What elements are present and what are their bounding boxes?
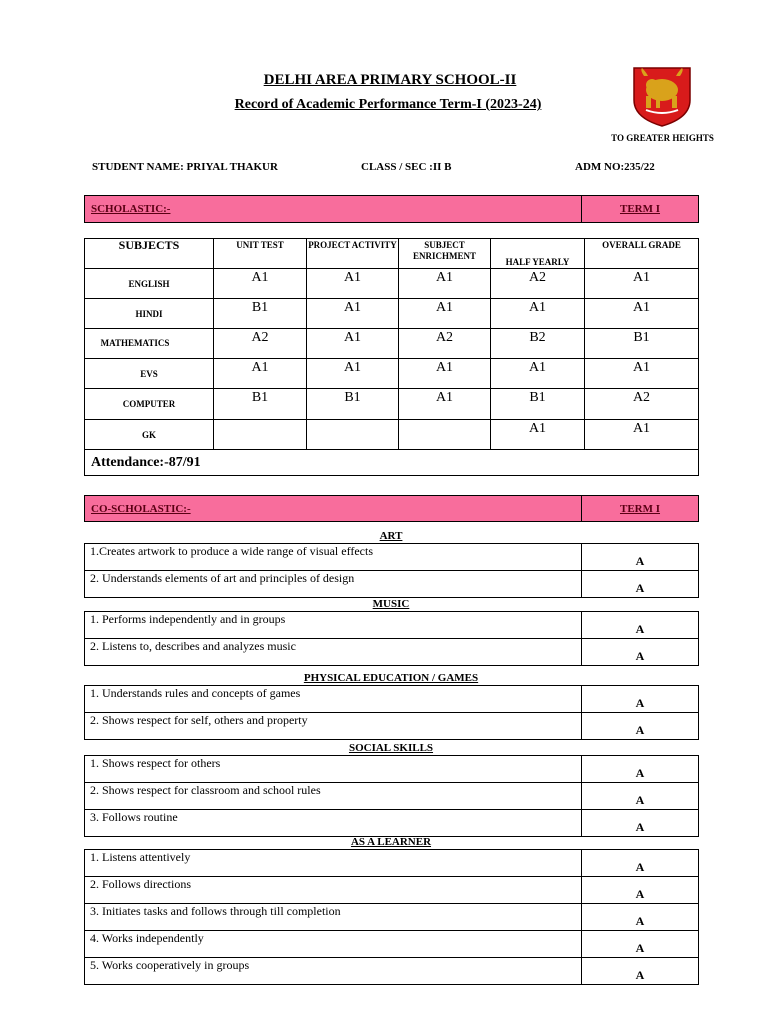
skill-description: 2. Shows respect for classroom and school rules [85, 783, 582, 810]
subject-name: ENGLISH [85, 269, 214, 299]
grade-cell: A1 [307, 299, 399, 329]
skill-description: 2. Follows directions [85, 877, 582, 904]
col-overall-grade: OVERALL GRADE [585, 239, 699, 269]
subject-name: COMPUTER [85, 389, 214, 420]
col-half-yearly: HALF YEARLY [491, 239, 585, 269]
grade-cell: A1 [585, 269, 699, 299]
marks-row-evs [85, 359, 699, 389]
grade-cell: A1 [307, 269, 399, 299]
skill-grade: A [582, 904, 699, 931]
skill-grade: A [582, 686, 699, 713]
scholastic-term: TERM I [582, 196, 699, 223]
grade-cell: A1 [491, 359, 585, 389]
col-subject-enrichment: SUBJECT ENRICHMENT [399, 239, 491, 269]
subject-name: GK [85, 420, 214, 450]
co-scholastic-term: TERM I [582, 496, 699, 522]
skill-grade: A [582, 958, 699, 985]
skill-row [85, 686, 699, 713]
skill-description: 4. Works independently [85, 931, 582, 958]
skill-description: 1. Shows respect for others [85, 756, 582, 783]
grade-cell: B1 [307, 389, 399, 420]
grade-cell: A2 [491, 269, 585, 299]
grade-cell: A1 [307, 329, 399, 359]
student-name: STUDENT NAME: PRIYAL THAKUR [92, 161, 278, 173]
skill-row [85, 958, 699, 985]
music-table [84, 611, 699, 666]
skill-row [85, 904, 699, 931]
grade-cell: A1 [214, 269, 307, 299]
skill-grade: A [582, 612, 699, 639]
category-music: MUSIC [372, 598, 410, 610]
co-scholastic-band [84, 495, 699, 522]
skill-description: 1. Understands rules and concepts of games [85, 686, 582, 713]
skill-row [85, 612, 699, 639]
school-motto: TO GREATER HEIGHTS [611, 133, 714, 143]
grade-cell: A1 [399, 359, 491, 389]
skill-description: 2. Shows respect for self, others and property [85, 713, 582, 740]
grade-cell [214, 420, 307, 450]
marks-header-row [85, 239, 699, 269]
skill-description: 2. Listens to, describes and analyzes music [85, 639, 582, 666]
skill-grade: A [582, 810, 699, 837]
skill-description: 3. Initiates tasks and follows through till completion [85, 904, 582, 931]
subject-name: EVS [85, 359, 214, 389]
grade-cell: A2 [585, 389, 699, 420]
skill-row [85, 544, 699, 571]
grade-cell: A1 [491, 299, 585, 329]
skill-grade: A [582, 571, 699, 598]
grade-cell: A1 [585, 359, 699, 389]
skill-description: 1. Performs independently and in groups [85, 612, 582, 639]
grade-cell: B1 [491, 389, 585, 420]
skill-row [85, 931, 699, 958]
school-crest-logo [632, 66, 692, 128]
skill-row [85, 850, 699, 877]
attendance-row [85, 450, 699, 476]
skill-grade: A [582, 756, 699, 783]
grade-cell: A1 [399, 269, 491, 299]
marks-row-computer [85, 389, 699, 420]
category-as-a-learner: AS A LEARNER [350, 836, 432, 848]
school-name: DELHI AREA PRIMARY SCHOOL-II [263, 72, 517, 88]
skill-grade: A [582, 931, 699, 958]
co-scholastic-label: CO-SCHOLASTIC:- [85, 496, 582, 522]
skill-grade: A [582, 639, 699, 666]
scholastic-label: SCHOLASTIC:- [85, 196, 582, 223]
skill-description: 1.Creates artwork to produce a wide range of visual effects [85, 544, 582, 571]
grade-cell: B1 [214, 389, 307, 420]
grade-cell: A1 [307, 359, 399, 389]
category-physical-education: PHYSICAL EDUCATION / GAMES [303, 672, 479, 684]
social-skills-table [84, 755, 699, 837]
grade-cell: B1 [214, 299, 307, 329]
skill-grade: A [582, 783, 699, 810]
skill-row [85, 639, 699, 666]
scholastic-band [84, 195, 699, 223]
skill-row [85, 571, 699, 598]
class-section: CLASS / SEC :II B [361, 161, 452, 173]
col-project-activity: PROJECT ACTIVITY [307, 239, 399, 269]
grade-cell: A1 [585, 420, 699, 450]
skill-row [85, 783, 699, 810]
grade-cell [399, 420, 491, 450]
skill-description: 1. Listens attentively [85, 850, 582, 877]
record-title: Record of Academic Performance Term-I (2023-24) [234, 97, 542, 112]
skill-grade: A [582, 850, 699, 877]
skill-description: 2. Understands elements of art and principles of design [85, 571, 582, 598]
category-social-skills: SOCIAL SKILLS [348, 742, 434, 754]
subject-name: HINDI [85, 299, 214, 329]
physical-education-table [84, 685, 699, 740]
grade-cell: A1 [585, 299, 699, 329]
grade-cell [307, 420, 399, 450]
col-subjects: SUBJECTS [85, 239, 214, 269]
marks-row-hindi [85, 299, 699, 329]
grade-cell: A1 [491, 420, 585, 450]
marks-row-english [85, 269, 699, 299]
attendance: Attendance:-87/91 [85, 450, 699, 476]
admission-number: ADM NO:235/22 [575, 161, 655, 173]
skill-row [85, 810, 699, 837]
grade-cell: A1 [399, 299, 491, 329]
col-unit-test: UNIT TEST [214, 239, 307, 269]
skill-description: 3. Follows routine [85, 810, 582, 837]
grade-cell: B2 [491, 329, 585, 359]
grade-cell: A2 [399, 329, 491, 359]
grade-cell: B1 [585, 329, 699, 359]
scholastic-marks-table [84, 238, 699, 476]
grade-cell: A1 [214, 359, 307, 389]
skill-row [85, 713, 699, 740]
grade-cell: A2 [214, 329, 307, 359]
category-art: ART [379, 530, 403, 542]
as-a-learner-table [84, 849, 699, 985]
skill-grade: A [582, 544, 699, 571]
skill-grade: A [582, 877, 699, 904]
marks-row-gk [85, 420, 699, 450]
grade-cell: A1 [399, 389, 491, 420]
marks-row-mathematics [85, 329, 699, 359]
skill-row [85, 756, 699, 783]
art-table [84, 543, 699, 598]
skill-description: 5. Works cooperatively in groups [85, 958, 582, 985]
skill-grade: A [582, 713, 699, 740]
skill-row [85, 877, 699, 904]
subject-name: MATHEMATICS [85, 329, 214, 359]
